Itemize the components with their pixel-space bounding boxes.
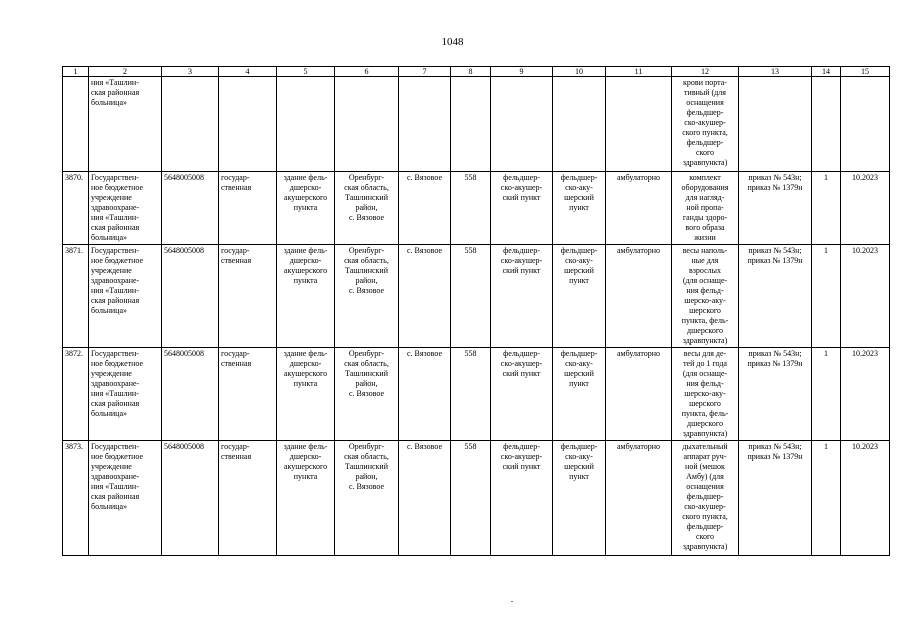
cell-unit-type: фельдшер- ско-акушер- ский пункт xyxy=(491,172,553,245)
page-number: 1048 xyxy=(441,36,464,48)
cell-date: 10.2023 xyxy=(841,245,890,348)
header-cell: 6 xyxy=(335,67,399,77)
cell-building: здание фель- дшерско- акушерского пункта xyxy=(277,245,335,348)
cell-row-number: 3871. xyxy=(63,245,89,348)
cell-organization: Государствен- ное бюджетное учреждение здравоохране- ния «Ташлин- ская районная больница» xyxy=(89,441,162,556)
header-cell: 8 xyxy=(451,67,491,77)
cell-empty xyxy=(491,77,553,172)
cell-quantity: 1 xyxy=(812,441,841,556)
cell-building: здание фель- дшерско- акушерского пункта xyxy=(277,172,335,245)
cell-organization: Государствен- ное бюджетное учреждение здравоохране- ния «Ташлин- ская районная больница» xyxy=(89,348,162,441)
cell-settlement: с. Вязовое xyxy=(399,348,451,441)
header-cell: 7 xyxy=(399,67,451,77)
cell-address: Оренбург- ская область, Ташлинский район, с. Вязовое xyxy=(335,348,399,441)
cell-orders: приказ № 543н; приказ № 1379н xyxy=(739,172,812,245)
cell-organization: Государствен- ное бюджетное учреждение здравоохране- ния «Ташлин- ская районная больница» xyxy=(89,172,162,245)
cell-date: 10.2023 xyxy=(841,172,890,245)
cell-row-number: 3872. xyxy=(63,348,89,441)
cell-row-number: 3873. xyxy=(63,441,89,556)
cell-address: Оренбург- ская область, Ташлинский район, с. Вязовое xyxy=(335,172,399,245)
cell-empty xyxy=(277,77,335,172)
cell-settlement: с. Вязовое xyxy=(399,441,451,556)
cell-inn: 5648005008 xyxy=(162,245,219,348)
cell-subunit: фельдшер- ско-аку- шерский пункт xyxy=(553,441,606,556)
cell-ownership: государ- ственная xyxy=(219,172,277,245)
header-cell: 11 xyxy=(606,67,672,77)
cell-inn: 5648005008 xyxy=(162,441,219,556)
cell-empty xyxy=(739,77,812,172)
continuation-row xyxy=(63,77,890,172)
header-cell: 4 xyxy=(219,67,277,77)
table-row xyxy=(63,441,890,556)
cell-empty xyxy=(335,77,399,172)
cell-care-form: амбулаторно xyxy=(606,245,672,348)
header-cell: 9 xyxy=(491,67,553,77)
cell-organization: Государствен- ное бюджетное учреждение здравоохране- ния «Ташлин- ская районная больница» xyxy=(89,245,162,348)
scan-artifact xyxy=(511,601,513,602)
cell-quantity: 1 xyxy=(812,172,841,245)
cell-empty xyxy=(451,77,491,172)
cell-building: здание фель- дшерско- акушерского пункта xyxy=(277,348,335,441)
header-cell: 1 xyxy=(63,67,89,77)
header-cell: 13 xyxy=(739,67,812,77)
cell-inn: 5648005008 xyxy=(162,348,219,441)
cell-inn: 5648005008 xyxy=(162,172,219,245)
header-cell: 10 xyxy=(553,67,606,77)
cell-orders: приказ № 543н; приказ № 1379н xyxy=(739,441,812,556)
cell-empty xyxy=(553,77,606,172)
cell-ownership: государ- ственная xyxy=(219,441,277,556)
cell-code: 558 xyxy=(451,245,491,348)
cell-equipment: дыхательный аппарат руч- ной (мешок Амбу) (для оснащения фельдшер- ско-акушер- ского пункта, фельдшер- ского здравпункта) xyxy=(672,441,739,556)
cell-care-form: амбулаторно xyxy=(606,441,672,556)
cell-equipment: весы наполь- ные для взрослых (для оснаще- ния фельд- шерско-аку- шерского пункта, фель- дшерского здравпункта) xyxy=(672,245,739,348)
cell-settlement: с. Вязовое xyxy=(399,172,451,245)
cell-unit-type: фельдшер- ско-акушер- ский пункт xyxy=(491,245,553,348)
cell-orders: приказ № 543н; приказ № 1379н xyxy=(739,348,812,441)
cell-empty xyxy=(841,77,890,172)
cell-ownership: государ- ственная xyxy=(219,348,277,441)
cell-empty xyxy=(812,77,841,172)
cell-subunit: фельдшер- ско-аку- шерский пункт xyxy=(553,245,606,348)
cell-date: 10.2023 xyxy=(841,441,890,556)
cell-equipment: комплект оборудования для нагляд- ной пропа- ганды здоро- вого образа жизни xyxy=(672,172,739,245)
table-row xyxy=(63,348,890,441)
cell-organization: ния «Ташлин- ская районная больница» xyxy=(89,77,162,172)
registry-table xyxy=(62,66,890,556)
cell-unit-type: фельдшер- ско-акушер- ский пункт xyxy=(491,441,553,556)
header-cell: 5 xyxy=(277,67,335,77)
cell-empty xyxy=(399,77,451,172)
cell-subunit: фельдшер- ско-аку- шерский пункт xyxy=(553,172,606,245)
header-cell: 14 xyxy=(812,67,841,77)
cell-ownership: государ- ственная xyxy=(219,245,277,348)
cell-settlement: с. Вязовое xyxy=(399,245,451,348)
header-row xyxy=(63,67,890,77)
cell-care-form: амбулаторно xyxy=(606,172,672,245)
cell-code: 558 xyxy=(451,348,491,441)
table-row xyxy=(63,245,890,348)
cell-empty xyxy=(219,77,277,172)
cell-empty xyxy=(162,77,219,172)
cell-equipment: весы для де- тей до 1 года (для оснаще- ния фельд- шерско-аку- шерского пункта, фель- дшерского здравпункта) xyxy=(672,348,739,441)
cell-address: Оренбург- ская область, Ташлинский район, с. Вязовое xyxy=(335,441,399,556)
header-cell: 15 xyxy=(841,67,890,77)
cell-row-number: 3870. xyxy=(63,172,89,245)
cell-quantity: 1 xyxy=(812,245,841,348)
cell-empty xyxy=(63,77,89,172)
header-cell: 3 xyxy=(162,67,219,77)
cell-subunit: фельдшер- ско-аку- шерский пункт xyxy=(553,348,606,441)
table-row xyxy=(63,172,890,245)
cell-equipment: крови порта- тивный (для оснащения фельдшер- ско-акушер- ского пункта, фельдшер- ского здравпункта) xyxy=(672,77,739,172)
cell-orders: приказ № 543н; приказ № 1379н xyxy=(739,245,812,348)
cell-address: Оренбург- ская область, Ташлинский район, с. Вязовое xyxy=(335,245,399,348)
header-cell: 12 xyxy=(672,67,739,77)
cell-building: здание фель- дшерско- акушерского пункта xyxy=(277,441,335,556)
cell-quantity: 1 xyxy=(812,348,841,441)
cell-care-form: амбулаторно xyxy=(606,348,672,441)
cell-empty xyxy=(606,77,672,172)
cell-date: 10.2023 xyxy=(841,348,890,441)
header-cell: 2 xyxy=(89,67,162,77)
cell-code: 558 xyxy=(451,172,491,245)
cell-unit-type: фельдшер- ско-акушер- ский пункт xyxy=(491,348,553,441)
cell-code: 558 xyxy=(451,441,491,556)
